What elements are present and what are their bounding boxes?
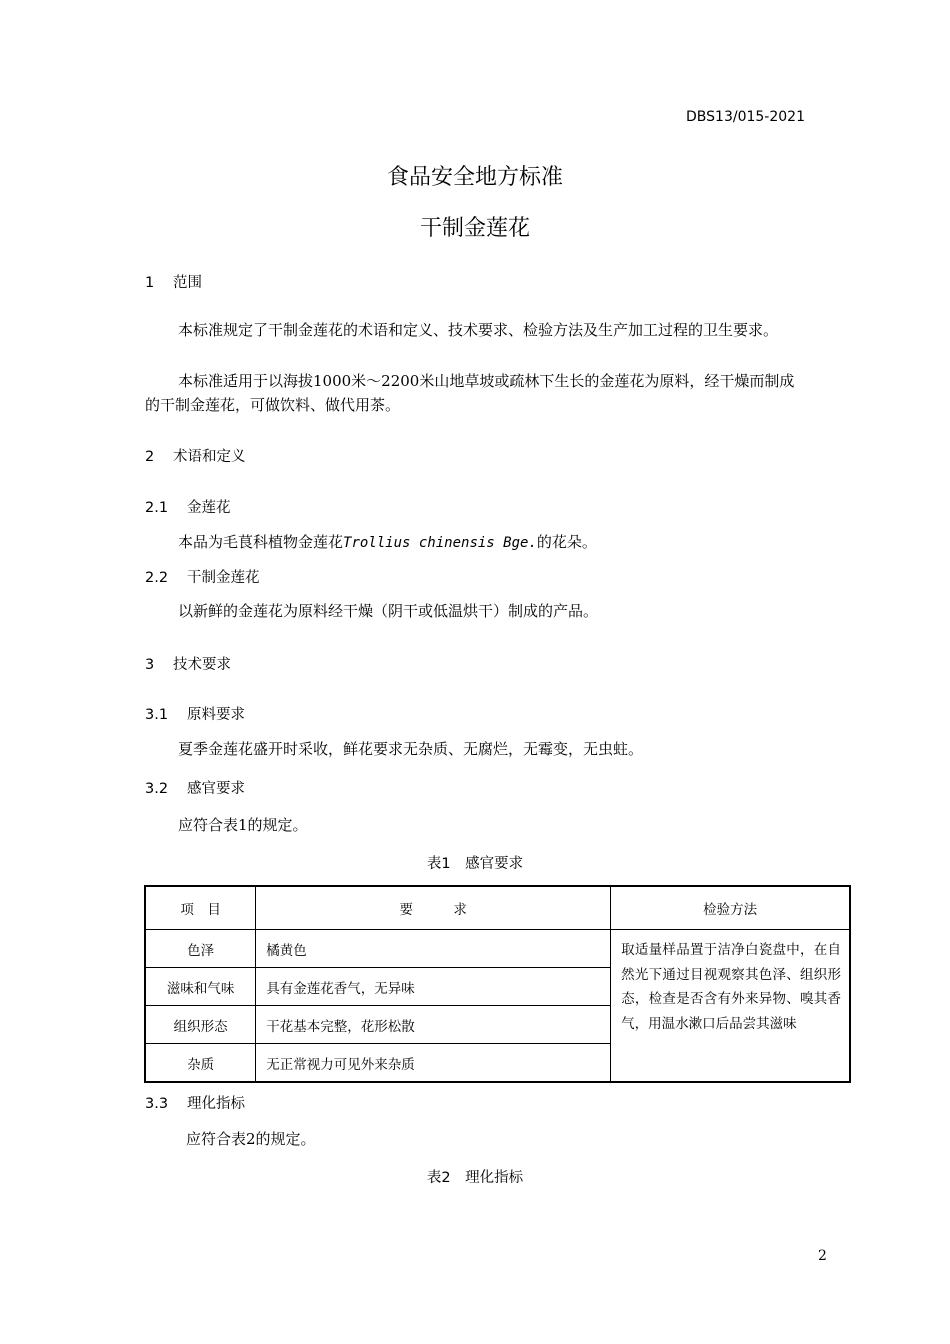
physicochemical-text: 应符合表2的规定。 xyxy=(186,1130,316,1148)
sensory-text: 应符合表1的规定。 xyxy=(178,816,308,834)
section-title: 感官要求 xyxy=(187,781,245,797)
section-title: 范围 xyxy=(173,275,202,291)
section-2-1-heading xyxy=(145,496,231,517)
section-3-3-heading xyxy=(145,1092,245,1113)
row-requirement: 橘黄色 xyxy=(256,930,611,968)
definition-text-end: 的花朵。 xyxy=(536,533,597,551)
section-number: 3.3 xyxy=(145,1096,169,1112)
section-2-2-heading xyxy=(145,566,260,587)
section-number: 3.1 xyxy=(145,707,169,723)
raw-material-text: 夏季金莲花盛开时采收，鲜花要求无杂质、无腐烂，无霉变，无虫蛀。 xyxy=(178,740,644,758)
section-1-heading xyxy=(145,271,202,292)
table-1-caption: 表1 感官要求 xyxy=(426,856,524,872)
definition-2-1 xyxy=(178,531,597,552)
section-number: 2.1 xyxy=(145,500,169,516)
column-header-method: 检验方法 xyxy=(611,886,850,930)
section-title: 理化指标 xyxy=(187,1096,245,1112)
section-3-1-heading xyxy=(145,703,245,724)
document-title: 食品安全地方标准 xyxy=(386,165,563,190)
sensory-requirements-table xyxy=(144,885,851,1083)
table-row xyxy=(145,930,850,968)
row-item: 杂质 xyxy=(145,1044,256,1083)
table-2-caption: 表2 理化指标 xyxy=(426,1170,524,1186)
column-header-item: 项 目 xyxy=(145,886,256,930)
section-2-heading xyxy=(145,445,246,466)
document-subtitle: 干制金莲花 xyxy=(419,216,530,241)
section-number: 3.2 xyxy=(145,781,169,797)
row-item: 滋味和气味 xyxy=(145,968,256,1006)
section-title: 金莲花 xyxy=(187,500,231,516)
definition-text: 本品为毛茛科植物金莲花 xyxy=(178,533,344,551)
section-title: 干制金莲花 xyxy=(187,570,260,586)
section-title: 技术要求 xyxy=(173,657,231,673)
row-requirement: 具有金莲花香气，无异味 xyxy=(256,968,611,1006)
section-3-heading xyxy=(145,653,231,674)
section-3-2-heading xyxy=(145,777,245,798)
definition-2-2: 以新鲜的金莲花为原料经干燥（阴干或低温烘干）制成的产品。 xyxy=(178,602,599,620)
scope-paragraph-2: 本标准适用于以海拔1000米～2200米山地草坡或疏林下生长的金莲花为原料，经干燥而制成的干制金莲花，可做饮料、做代用茶。 xyxy=(145,372,795,414)
table-header-row xyxy=(145,886,850,930)
section-title: 术语和定义 xyxy=(173,449,246,465)
row-item: 组织形态 xyxy=(145,1006,256,1044)
scope-paragraph-1: 本标准规定了干制金莲花的术语和定义、技术要求、检验方法及生产加工过程的卫生要求。 xyxy=(178,321,779,339)
section-number: 3 xyxy=(145,657,155,673)
section-title: 原料要求 xyxy=(187,707,245,723)
row-requirement: 干花基本完整，花形松散 xyxy=(256,1006,611,1044)
row-item: 色泽 xyxy=(145,930,256,968)
section-number: 1 xyxy=(145,275,155,291)
latin-name: Trollius chinensis Bge. xyxy=(343,535,537,551)
column-header-requirement: 要 求 xyxy=(256,886,611,930)
section-number: 2 xyxy=(145,449,155,465)
standard-code: DBS13/015-2021 xyxy=(686,109,805,125)
inspection-method: 取适量样品置于洁净白瓷盘中，在自然光下通过目视观察其色泽、组织形态，检查是否含有外来异物、嗅其香气，用温水漱口后品尝其滋味 xyxy=(611,930,850,1083)
section-number: 2.2 xyxy=(145,570,169,586)
page-number: 2 xyxy=(818,1248,827,1264)
row-requirement: 无正常视力可见外来杂质 xyxy=(256,1044,611,1083)
